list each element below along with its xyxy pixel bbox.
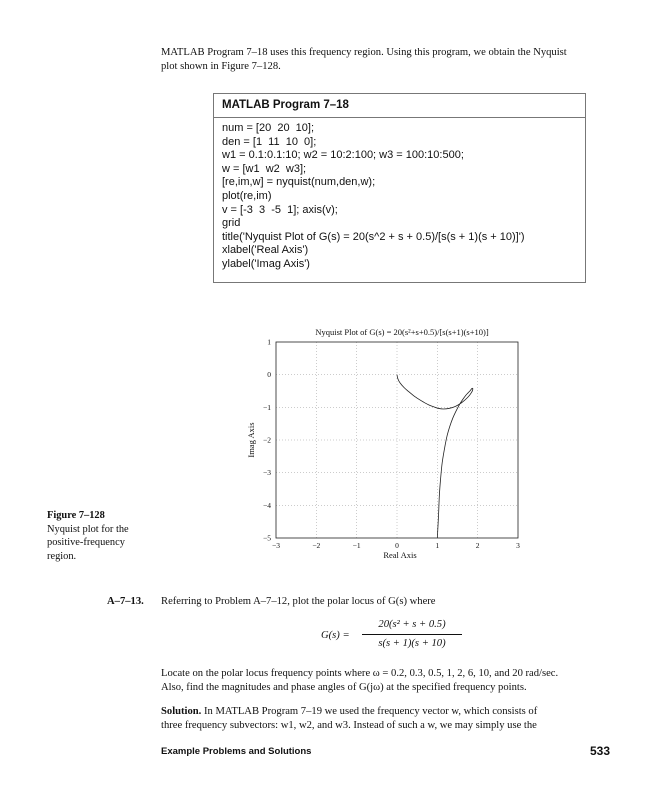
solution-line-1 <box>161 705 611 719</box>
problem-text-line: Also, find the magnitudes and phase angles of G(jω) at the specified frequency points. <box>161 682 527 693</box>
solution-line-2: three frequency subvectors: w1, w2, and w3. Instead of such a w, we may simply use the <box>161 720 537 731</box>
y-tick-label: −1 <box>263 402 271 412</box>
program-code <box>222 122 525 272</box>
problem-number: A–7–13. <box>107 596 144 607</box>
y-tick-label: −3 <box>263 468 271 478</box>
page-number: 533 <box>590 744 611 758</box>
code-line: w = [w1 w2 w3]; <box>222 162 307 175</box>
equation-lhs: G(s) = <box>321 630 350 641</box>
x-tick-label: −1 <box>352 541 361 550</box>
nyquist-curve <box>397 375 473 538</box>
problem-text-line: Locate on the polar locus frequency points where ω = 0.2, 0.3, 0.5, 1, 2, 6, 10, and 20 rad/sec. <box>161 668 559 679</box>
code-line: v = [-3 3 -5 1]; axis(v); <box>222 203 338 216</box>
y-tick-label: −4 <box>263 500 271 510</box>
x-tick-label: 2 <box>475 541 480 550</box>
y-tick-label: −2 <box>263 435 271 445</box>
problem-text <box>161 667 611 695</box>
x-axis-label: Real Axis <box>383 550 417 560</box>
y-tick-labels <box>263 338 271 543</box>
code-line: grid <box>222 217 241 230</box>
figure-caption <box>47 509 157 563</box>
equation-denominator: s(s + 1)(s + 10) <box>378 638 446 649</box>
problem-statement: Referring to Problem A–7–12, plot the polar locus of G(s) where <box>161 596 436 607</box>
code-line: plot(re,im) <box>222 189 272 202</box>
x-tick-label: 3 <box>516 541 520 550</box>
code-line: ylabel('Imag Axis') <box>222 257 310 270</box>
intro-line-2: plot shown in Figure 7–128. <box>161 61 281 72</box>
code-line: title('Nyquist Plot of G(s) = 20(s^2 + s + 0.5)/[s(s + 1)(s + 10)]') <box>222 230 525 243</box>
code-line: num = [20 20 10]; <box>222 122 315 134</box>
equation-numerator: 20(s² + s + 0.5) <box>378 619 446 630</box>
intro-line-1: MATLAB Program 7–18 uses this frequency region. Using this program, we obtain the Nyquist <box>161 47 567 58</box>
code-line: den = [1 11 10 0]; <box>222 135 317 148</box>
code-line: [re,im,w] = nyquist(num,den,w); <box>222 176 376 189</box>
x-tick-labels <box>272 541 520 550</box>
y-axis-label: Imag Axis <box>246 422 256 458</box>
code-line: w1 = 0.1:0.1:10; w2 = 10:2:100; w3 = 100:10:500; <box>222 149 464 162</box>
y-tick-label: 0 <box>267 370 271 380</box>
x-tick-label: 0 <box>395 541 399 550</box>
y-tick-label: −5 <box>263 533 271 543</box>
solution-text: In MATLAB Program 7–19 we used the frequency vector w, which consists of <box>204 706 538 717</box>
caption-line: Nyquist plot for the <box>47 523 129 535</box>
chart-title: Nyquist Plot of G(s) = 20(s²+s+0.5)/[s(s+1)(s+10)] <box>315 327 489 337</box>
caption-line: region. <box>47 550 77 562</box>
matlab-program-box <box>213 93 586 283</box>
x-tick-label: −3 <box>272 541 280 550</box>
solution-paragraph <box>161 705 611 733</box>
code-line: xlabel('Real Axis') <box>222 244 309 257</box>
y-tick-label: 1 <box>267 337 271 347</box>
nyquist-plot <box>243 322 553 562</box>
figure-label: Figure 7–128 <box>47 510 105 521</box>
plot-grid <box>276 342 518 538</box>
program-title: MATLAB Program 7–18 <box>214 94 585 118</box>
x-tick-label: −2 <box>312 541 321 550</box>
fraction-bar <box>362 634 462 635</box>
solution-label: Solution. <box>161 706 202 717</box>
caption-line: positive-frequency <box>47 537 125 548</box>
x-tick-label: 1 <box>435 541 440 550</box>
intro-paragraph <box>161 46 601 74</box>
footer-section: Example Problems and Solutions <box>161 746 312 757</box>
